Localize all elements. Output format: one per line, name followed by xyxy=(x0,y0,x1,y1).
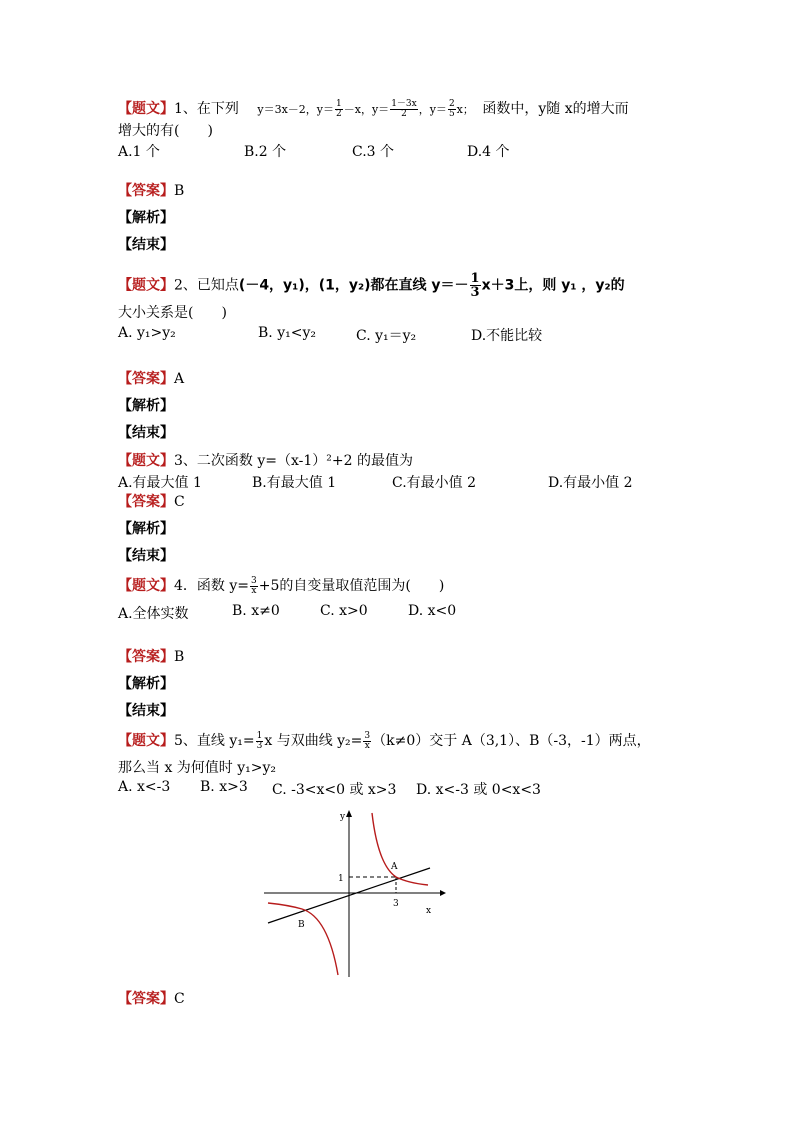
q5-prefix: 5、直线 y₁= xyxy=(174,733,255,749)
point-a-label: A xyxy=(391,862,398,872)
tick-label-3: 3 xyxy=(393,899,399,909)
q5-option-d: D. x<-3 或 0<x<3 xyxy=(416,782,541,798)
q1-formula-2-pre: y＝ xyxy=(316,103,335,116)
q2-end: 【结束】 xyxy=(118,425,174,441)
q2-analysis: 【解析】 xyxy=(118,398,174,414)
q5-post: （k≠0）交于 A（3,1）、B（-3，-1）两点， xyxy=(372,733,651,749)
q2-points: (－4，y₁)，(1，y₂) xyxy=(238,277,371,294)
q2-option-d: D.不能比较 xyxy=(471,328,543,344)
q1-line2: 增大的有( ) xyxy=(118,123,213,139)
q2-option-b: B. y₁<y₂ xyxy=(258,325,316,341)
q3-option-d: D.有最小值 2 xyxy=(548,475,633,491)
q1-formula-3-frac: $\frac{1-3x}{2}$ xyxy=(391,98,417,119)
q1-formula-4-frac: $\frac{2}{5}$ xyxy=(448,98,455,119)
hyperbola-branch-left xyxy=(268,903,338,975)
q3-end: 【结束】 xyxy=(118,548,174,564)
q1-formula-3-pre: y＝ xyxy=(371,103,390,116)
q5-frac-2: $\frac{3}{x}$ xyxy=(364,730,371,751)
q2-option-c: C. y₁＝y₂ xyxy=(356,328,417,344)
q1-tag: 【题文】 xyxy=(118,101,174,117)
q2-post: x＋3上，则 y₁ ，y₂的 xyxy=(481,277,625,294)
q1-prefix: 1、在下列 xyxy=(174,101,239,117)
q1-analysis: 【解析】 xyxy=(118,210,174,226)
q3-option-c: C.有最小值 2 xyxy=(392,475,477,491)
q3-analysis: 【解析】 xyxy=(118,521,174,537)
q4-option-d: D. x<0 xyxy=(408,603,457,619)
q4-answer: 【答案】B xyxy=(118,649,185,665)
q2-prefix: 2、已知点 xyxy=(174,277,239,294)
q4-post: +5的自变量取值范围为( ) xyxy=(258,578,445,594)
q2-answer: 【答案】A xyxy=(118,371,185,387)
q1-formula-4-pre: y＝ xyxy=(429,103,447,116)
x-axis-arrow xyxy=(440,890,446,896)
q5-answer: 【答案】C xyxy=(118,991,185,1007)
q3-line1: 【题文】3、二次函数 y=（x-1）²+2 的最值为 xyxy=(118,453,413,469)
q4-line1: 【题文】4．函数 y= $\frac{3}{x}$ +5的自变量取值范围为( ) xyxy=(118,575,445,596)
q1-answer: 【答案】B xyxy=(118,183,185,199)
y-axis-label: y xyxy=(340,812,346,822)
x-axis-label: x xyxy=(426,906,432,916)
point-b-label: B xyxy=(298,920,305,930)
q2-mid: 都在直线 y＝－ xyxy=(370,277,469,294)
q3-option-b: B.有最大值 1 xyxy=(252,475,337,491)
q4-frac: $\frac{3}{x}$ xyxy=(251,575,257,596)
q2-frac: $\frac{1}{3}$ xyxy=(470,271,480,300)
q4-prefix: 4．函数 y= xyxy=(174,578,249,594)
y-axis-arrow xyxy=(346,810,352,817)
q1-line1: 【题文】1、在下列 y＝3x－2，y＝ $\frac{1}{2}$ －x，y＝ $\frac{1-3x}{2}$ ，y＝ $\frac{2}{5}$ x； 函数中，y随 x的增大而 xyxy=(118,98,629,119)
q2-option-a: A. y₁>y₂ xyxy=(118,325,176,341)
q4-option-b: B. x≠0 xyxy=(232,603,280,619)
q2-line1: 【题文】2、已知点(－4，y₁)，(1，y₂)都在直线 y＝－ $\frac{1}{3}$ x＋3上，则 y₁ ，y₂的 xyxy=(118,271,625,300)
q1-option-b: B.2 个 xyxy=(244,144,287,160)
tick-label-1: 1 xyxy=(338,874,344,884)
q5-line1: 【题文】5、直线 y₁= $\frac{1}{3}$ x 与双曲线 y₂= $\frac{3}{x}$ （k≠0）交于 A（3,1）、B（-3，-1）两点， xyxy=(118,730,651,751)
q4-option-a: A.全体实数 xyxy=(118,606,189,622)
q1-option-a: A.1 个 xyxy=(118,144,160,160)
q5-mid: x 与双曲线 y₂= xyxy=(264,733,363,749)
q1-suffix: 函数中，y随 x的增大而 xyxy=(482,101,629,117)
q5-option-c: C. -3<x<0 或 x>3 xyxy=(272,782,397,798)
q1-formula-1: y＝3x－2， xyxy=(257,103,317,116)
hyperbola-branch-right xyxy=(372,813,428,885)
q1-formula-2-frac: $\frac{1}{2}$ xyxy=(336,98,342,119)
q5-frac-1: $\frac{1}{3}$ xyxy=(256,730,263,751)
q5-option-a: A. x<-3 xyxy=(118,779,171,795)
q1-option-c: C.3 个 xyxy=(352,144,395,160)
q1-option-d: D.4 个 xyxy=(467,144,510,160)
q4-analysis: 【解析】 xyxy=(118,676,174,692)
q3-answer: 【答案】C xyxy=(118,494,185,510)
q4-option-c: C. x>0 xyxy=(320,603,368,619)
q1-end: 【结束】 xyxy=(118,237,174,253)
q3-option-a: A.有最大值 1 xyxy=(118,475,202,491)
q4-end: 【结束】 xyxy=(118,703,174,719)
q5-function-graph xyxy=(258,805,448,985)
q3-text: 3、二次函数 y=（x-1）²+2 的最值为 xyxy=(174,453,413,469)
q5-line2: 那么当 x 为何值时 y₁>y₂ xyxy=(118,760,277,776)
q2-line2: 大小关系是( ) xyxy=(118,305,227,321)
q5-option-b: B. x>3 xyxy=(200,779,248,795)
